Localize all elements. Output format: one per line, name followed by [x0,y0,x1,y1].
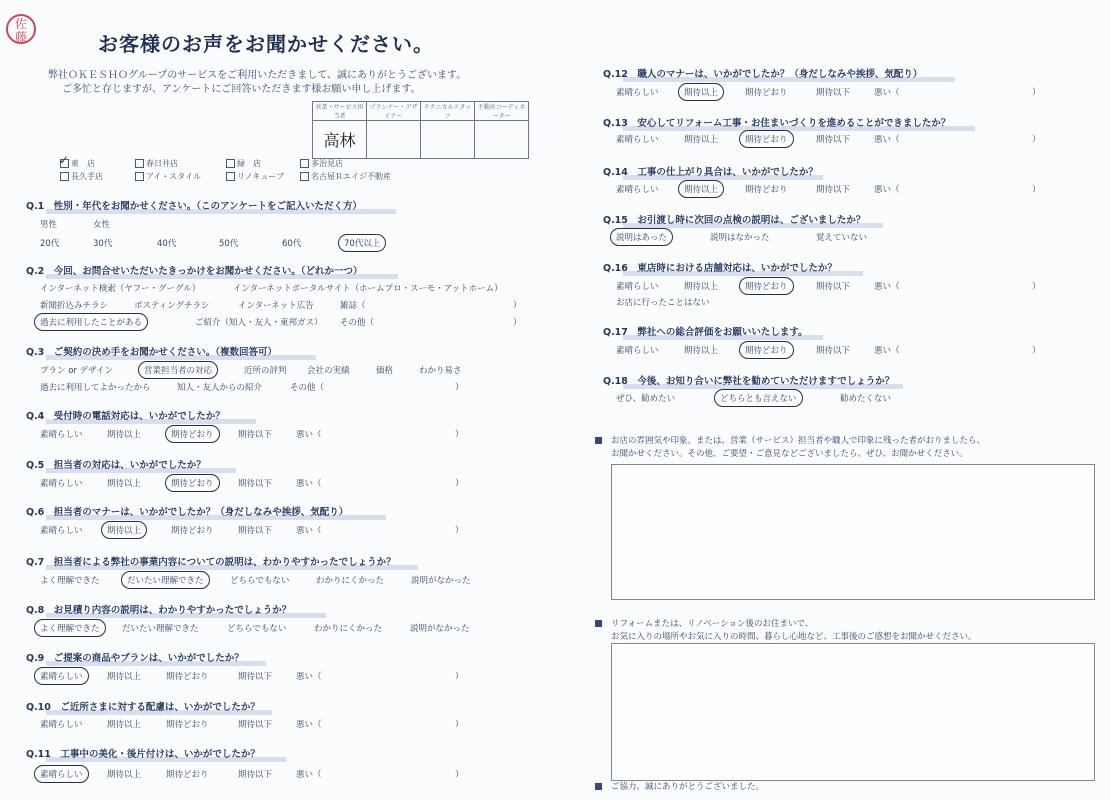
question-text: Q.7 担当者による弊社の事業内容についての説明は、わかりやすかったでしょうか？ [26,557,396,568]
answer-option[interactable]: 期待以下 [238,770,273,780]
checkbox-icon[interactable] [300,172,309,181]
answer-option[interactable]: 期待以上 [107,479,142,489]
answer-option[interactable]: 悪い（ [296,479,322,489]
question-text: Q.8 お見積り内容の説明は、わかりやすかったでしょうか？ [26,605,292,616]
answer-option[interactable]: 期待以下 [816,282,851,292]
page-title: お客様のお声をお聞かせください。 [98,32,434,56]
answer-option[interactable]: 期待どおり [166,672,209,682]
answer-option[interactable]: 期待以上 [107,672,142,682]
answer-option[interactable]: 悪い（ [874,135,900,145]
question-text: Q.14 工事の仕上がり具合は、いかがでしたか？ [603,167,818,178]
answer-option[interactable]: だいたい理解できた [122,624,199,634]
answer-option-selected[interactable]: 期待どおり [165,425,220,443]
question-q2 [26,263,363,277]
answer-option-selected[interactable]: 期待以上 [678,83,724,101]
answer-option[interactable]: インターネットポータルサイト（ホームプロ・スーモ・アットホーム） [233,284,503,294]
staff-header: 営業・サービス担当者 [313,102,367,121]
question-q3 [26,344,277,358]
staff-table [312,101,529,159]
answer-option[interactable]: 勧めたくない [840,394,892,404]
paren-close: ） [513,318,522,328]
answer-option[interactable]: 期待以上 [107,720,142,730]
answer-option[interactable]: プラン or デザイン [40,366,114,376]
answer-option[interactable]: どちらでもない [227,624,287,634]
answer-option[interactable]: インターネット検索（ヤフー・グーグル） [40,284,201,294]
question-q10 [26,699,260,713]
question-q6 [26,504,348,518]
paren-close: ） [455,383,464,393]
store-label: 緑 店 [237,159,261,168]
answer-option-selected[interactable]: 70代以上 [338,234,386,252]
comment-prompt: お店の雰囲気や印象。または、営業（サービス）担当者や職人で印象に残った者がおりましたら、 [611,436,986,446]
paren-close: ） [1032,346,1041,356]
paren-close: ） [455,479,464,489]
answer-option[interactable]: どちらでもない [230,576,290,586]
store-label: 名古屋Ｒエイジ不動産 [311,172,391,181]
answer-option[interactable]: 過去に利用してよかったから [40,383,151,393]
answer-option[interactable]: 50代 [219,239,239,249]
answer-option[interactable]: 男性 [40,220,58,230]
question-text: Q.9 ご提案の商品やプランは、いかがでしたか？ [26,653,244,664]
answer-option[interactable]: わかりにくかった [316,576,385,586]
intro-line-2: ご多忙と存じますが、アンケートにご回答いただきます様お願い申し上げます。 [62,84,421,95]
paren-close: ） [455,770,464,780]
answer-option[interactable]: 説明がなかった [410,624,470,634]
store-option[interactable] [59,153,95,169]
answer-option[interactable]: 素晴らしい [616,88,659,98]
store-option[interactable] [300,158,343,169]
answer-option[interactable]: その他（ [290,383,325,393]
answer-option[interactable]: 価格 [376,366,394,376]
answer-option[interactable]: 女性 [93,220,111,230]
staff-header: プランナー・デザイナー [367,102,421,121]
staff-realestate-field[interactable] [475,121,529,159]
checkbox-icon[interactable] [300,159,309,168]
question-text: Q.17 弊社への総合評価をお願いいたします。 [603,327,808,338]
checkmark-icon: ✓ [59,153,70,167]
answer-option[interactable]: 知人・友人からの紹介 [177,383,263,393]
comment-prompt: リフォームまたは、リノベーション後のお住まいで、 [611,619,814,629]
answer-option[interactable]: 期待どおり [166,720,209,730]
answer-option-selected[interactable]: 期待どおり [739,130,794,148]
paren-close: ） [513,301,522,311]
answer-option[interactable]: わかりにくかった [314,624,383,634]
answer-option[interactable]: よく理解できた [40,576,100,586]
answer-option[interactable]: 素晴らしい [40,479,83,489]
paren-close: ） [1032,135,1041,145]
bullet-square-icon [595,783,602,790]
question-text: Q.2 今回、お問合せいただいたきっかけをお聞かせください。（どれか一つ） [26,266,363,277]
paren-close: ） [1032,88,1041,98]
answer-option[interactable]: 期待以下 [238,479,273,489]
store-option[interactable] [226,171,284,182]
comment-box[interactable] [611,464,1095,600]
answer-option[interactable]: 期待以下 [238,672,273,682]
question-q18 [603,373,894,387]
answer-option[interactable]: 悪い（ [874,88,900,98]
checkbox-icon[interactable] [226,172,235,181]
answer-option[interactable]: 素晴らしい [40,526,83,536]
answer-option[interactable]: 期待以下 [238,720,273,730]
seal-stamp: 佐 藤 [6,14,36,44]
question-q16 [603,260,837,274]
answer-option-selected[interactable]: 期待以上 [101,521,147,539]
staff-header: 不動産コーディネーター [475,102,529,121]
store-label: 長久手店 [71,172,103,181]
staff-sales-field[interactable]: 高林 [313,121,367,159]
question-text: Q.13 安心してリフォーム工事・お住まいづくりを進めることができましたか？ [603,118,951,129]
closing-message: ご協力、誠にありがとうございました。 [611,782,765,792]
question-q13 [603,115,950,129]
question-q14 [603,164,818,178]
answer-option[interactable]: 悪い（ [296,672,322,682]
question-q12 [603,66,922,80]
question-text: Q.3 ご契約の決め手をお聞かせください。（複数回答可） [26,347,278,358]
answer-option-selected[interactable]: 期待以上 [678,180,724,198]
answer-option-selected[interactable]: だいたい理解できた [121,571,210,589]
store-label: 多治見店 [311,159,343,168]
answer-option-selected[interactable]: 素晴らしい [34,765,89,783]
store-label: 春日井店 [146,159,178,168]
question-text: Q.1 性別・年代をお聞かせください。（このアンケートをご記入いただく方） [26,201,362,212]
intro-line-1: 弊社ＯＫＥＳＨＯグループのサービスをご利用いただきまして、誠にありがとうございます。 [48,70,467,81]
question-text: Q.10 ご近所さまに対する配慮は、いかがでしたか？ [26,702,260,713]
paren-close: ） [1032,185,1041,195]
question-q15 [603,212,865,226]
answer-option-selected[interactable]: 期待どおり [165,474,220,492]
answer-option[interactable]: 雑誌（ [340,301,366,311]
paren-close: ） [455,526,464,536]
answer-option[interactable]: ポスティングチラシ [134,301,210,311]
staff-technical-field[interactable] [421,121,475,159]
answer-option[interactable]: 40代 [157,239,177,249]
question-q4 [26,408,225,422]
answer-option[interactable]: 悪い（ [874,185,900,195]
answer-option[interactable]: 期待以上 [107,770,142,780]
answer-option-selected[interactable]: よく理解できた [34,619,106,637]
question-q11 [26,746,260,760]
answer-option[interactable]: ご紹介（知人・友人・東邦ガス） [195,318,323,328]
store-option[interactable] [226,158,261,169]
answer-option[interactable]: 期待以上 [684,135,719,145]
answer-option[interactable]: 素晴らしい [616,185,659,195]
comment-prompt: お聞かせください。その他、ご要望・ご意見などございましたら、ぜひ、お聞かせください。 [611,449,968,459]
question-text: Q.16 東店時における店舗対応は、いかがでしたか？ [603,263,837,274]
question-q9 [26,650,244,664]
question-q17 [603,324,808,338]
question-text: Q.12 職人のマナーは、いかがでしたか？（身だしなみや挨拶、気配り） [603,69,923,80]
store-label: リノキューブ [237,172,284,181]
answer-option[interactable]: その他（ [340,318,375,328]
answer-option[interactable]: 期待どおり [745,185,788,195]
answer-option-selected[interactable]: 説明はあった [610,228,673,246]
staff-header: テクニカルスタッフ [421,102,475,121]
answer-option[interactable]: 悪い（ [296,430,322,440]
checkbox-icon[interactable] [135,159,144,168]
answer-option[interactable]: 悪い（ [296,526,322,536]
store-label: 東 店 [71,159,95,168]
question-text: Q.15 お引渡し時に次回の点検の説明は、ございましたか？ [603,215,866,226]
answer-option[interactable]: 60代 [282,239,302,249]
store-label: アイ・スタイル [146,172,202,181]
checkbox-icon[interactable] [226,159,235,168]
answer-option[interactable]: 30代 [93,239,113,249]
answer-option[interactable]: 素晴らしい [40,720,83,730]
staff-planner-field[interactable] [367,121,421,159]
answer-option[interactable]: わかり易さ [419,366,462,376]
store-option[interactable] [300,171,391,182]
question-q5 [26,457,206,471]
bullet-square-icon [595,620,602,627]
answer-option-selected[interactable]: 期待どおり [739,341,794,359]
answer-option[interactable]: 説明はなかった [710,233,770,243]
bullet-square-icon [595,437,602,444]
answer-option[interactable]: 素晴らしい [616,282,659,292]
answer-option[interactable]: 悪い（ [296,770,322,780]
answer-option[interactable]: 期待どおり [745,88,788,98]
answer-option[interactable]: ぜひ、勧めたい [616,394,676,404]
answer-option-selected[interactable]: 期待どおり [739,277,794,295]
answer-option[interactable]: 素晴らしい [616,346,659,356]
question-q1 [26,198,362,212]
answer-option-selected[interactable]: 営業担当者の対応 [138,361,218,379]
answer-option[interactable]: 新聞折込みチラシ [40,301,109,311]
answer-option[interactable]: 覚えていない [816,233,868,243]
store-option[interactable] [135,158,178,169]
answer-option[interactable]: 期待以下 [816,185,851,195]
answer-option[interactable]: 悪い（ [874,346,900,356]
paren-close: ） [455,720,464,730]
answer-option[interactable]: 説明がなかった [411,576,471,586]
answer-option[interactable]: 期待以下 [816,346,851,356]
store-option[interactable] [60,171,103,182]
answer-option-selected[interactable]: どちらとも言えない [714,389,803,407]
answer-option[interactable]: 期待どおり [171,526,214,536]
answer-option[interactable]: お店に行ったことはない [616,298,710,308]
answer-option[interactable]: 素晴らしい [40,430,83,440]
answer-option[interactable]: インターネット広告 [238,301,314,311]
paren-close: ） [455,430,464,440]
checkbox-icon[interactable] [60,172,69,181]
answer-option[interactable]: 期待以上 [684,346,719,356]
answer-option[interactable]: 期待以上 [107,430,142,440]
answer-option[interactable]: 20代 [40,239,60,249]
answer-option[interactable]: 期待以下 [816,135,851,145]
question-text: Q.18 今後、お知り合いに弊社を勧めていただけますでしょうか？ [603,376,895,387]
answer-option[interactable]: 期待以下 [816,88,851,98]
question-text: Q.5 担当者の対応は、いかがでしたか？ [26,460,206,471]
question-q8 [26,602,291,616]
question-text: Q.11 工事中の美化・後片付けは、いかがでしたか？ [26,749,260,760]
answer-option[interactable]: 素晴らしい [616,135,659,145]
answer-option[interactable]: 悪い（ [296,720,322,730]
comment-prompt: お気に入りの場所やお気に入りの時間、暮らし心地など、工事後のご感想をお聞かせください。 [611,632,977,642]
answer-option[interactable]: 期待以上 [684,282,719,292]
answer-option[interactable]: 会社の実績 [307,366,350,376]
question-text: Q.4 受付時の電話対応は、いかがでしたか？ [26,411,225,422]
answer-option[interactable]: 期待どおり [166,770,209,780]
comment-box[interactable] [611,643,1095,781]
question-text: Q.6 担当者のマナーは、いかがでしたか？（身だしなみや挨拶、気配り） [26,507,349,518]
answer-option-selected[interactable]: 素晴らしい [34,667,89,685]
checkbox-icon[interactable] [59,153,70,168]
paren-close: ） [455,672,464,682]
paren-close: ） [1032,282,1041,292]
answer-option[interactable]: 期待以下 [238,430,273,440]
question-q7 [26,554,396,568]
answer-option[interactable]: 近所の評判 [244,366,287,376]
checkbox-icon[interactable] [135,172,144,181]
answer-option-selected[interactable]: 過去に利用したことがある [34,313,148,331]
answer-option[interactable]: 悪い（ [874,282,900,292]
answer-option[interactable]: 期待以下 [238,526,273,536]
store-option[interactable] [135,171,201,182]
